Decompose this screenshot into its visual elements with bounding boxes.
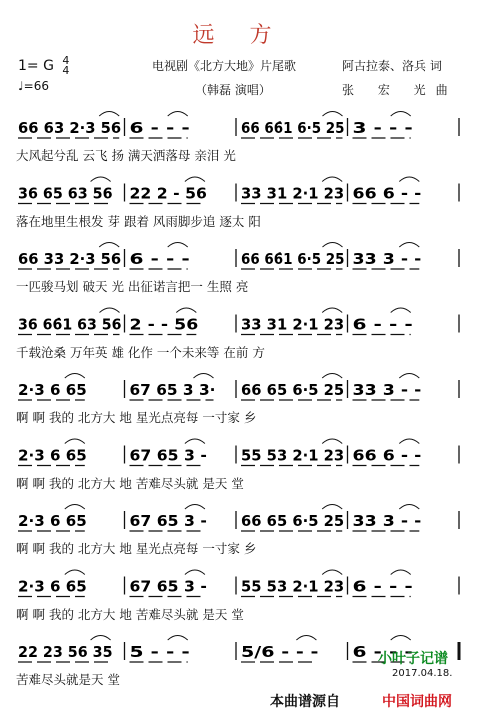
lyric-line: 千载沧桑 万年英 雄 化作 一个未来等 在前 方 — [16, 344, 265, 360]
lyric-line: 大风起兮乱 云飞 扬 满天洒落母 亲泪 光 — [16, 148, 236, 163]
lyric-line: 苦难尽头就是天 堂 — [16, 672, 120, 687]
measure-notes: 66 66̇1 6·5 25 — [241, 250, 345, 268]
measure-notes: 22 2 - 56 — [129, 184, 207, 203]
slur-arc — [194, 374, 214, 379]
measure-notes: 33 3 - - — [352, 250, 422, 268]
measure-notes: 33 31 2·1 23 — [241, 315, 345, 334]
slur-arc — [100, 308, 120, 313]
lyric-line: 一匹骏马划 破天 光 出征诺言把一 生照 亮 — [16, 279, 249, 294]
measure-notes: 5 - - - — [129, 643, 190, 661]
slur-arc — [322, 374, 342, 379]
score-line — [14, 505, 459, 532]
measure-notes: 6 - - - — [352, 643, 413, 661]
key-label: 1= G — [18, 58, 54, 74]
slur-arc — [399, 374, 419, 379]
slur-arc — [185, 505, 205, 510]
lyric-line: 啊 啊 我的 北方大 地 星光点亮每 一寸家 乡 — [16, 541, 257, 556]
score-line — [14, 112, 459, 139]
lyric-line: 啊 啊 我的 北方大 地 苦难尽头就 是天 堂 — [16, 475, 244, 491]
slur-arc — [168, 112, 188, 117]
slur-arc — [91, 177, 111, 182]
arranger-brand: 小叶子记谱 — [378, 651, 448, 667]
slur-arc — [91, 636, 111, 641]
measure-notes: 2·3 6 65 — [18, 577, 87, 596]
score-line — [14, 374, 459, 401]
transcription-date: 2017.04.18. — [392, 668, 453, 679]
measure-notes: 66 33 2·3 56 — [18, 250, 122, 268]
measure-notes: 67 65 3 - — [129, 512, 207, 530]
measure-notes: 66 63 2·3 56 — [18, 119, 122, 137]
slur-arc — [391, 570, 411, 575]
slur-arc — [322, 570, 342, 575]
score-line — [14, 177, 459, 204]
slur-arc — [176, 308, 196, 313]
source-label: 本曲谱源自 — [270, 694, 340, 710]
slur-arc — [399, 505, 419, 510]
measure-notes: 66 6 - - — [352, 184, 422, 203]
measure-notes: 6 - - - — [129, 119, 190, 137]
measure-notes: 3 - - - — [352, 119, 413, 137]
slur-arc — [168, 243, 188, 248]
measure-notes: 33 31 2·1 23 — [241, 184, 345, 203]
credit-composer: 张 宏 光曲 — [342, 83, 458, 97]
slur-arc — [185, 177, 205, 182]
score-line — [14, 243, 459, 270]
lyric-line: 啊 啊 我的 北方大 地 苦难尽头就 是天 堂 — [16, 606, 244, 622]
slur-arc — [99, 112, 119, 117]
slur-arc — [391, 308, 411, 313]
measure-notes: 67 65 3 - — [129, 446, 207, 465]
credit-singer: （韩磊 演唱） — [195, 83, 271, 97]
slur-arc — [399, 439, 419, 444]
tempo-marking: ♩=66 — [18, 79, 49, 93]
measure-notes: 33 3 - - — [352, 512, 422, 530]
measure-notes: 36 65 63 56 — [18, 184, 113, 203]
measure-notes: 6 - - - — [352, 577, 413, 596]
slur-arc — [322, 177, 342, 182]
measure-notes: 55 53 2·1 23 — [241, 577, 345, 596]
slur-arc — [65, 374, 85, 379]
measure-notes: 66 65 6·5 25 — [241, 512, 345, 530]
time-denominator: 4 — [62, 64, 70, 77]
measure-notes: 22 23 56 35 — [18, 643, 113, 661]
slur-arc — [322, 308, 342, 313]
measure-notes: 67 65 3 - — [129, 577, 207, 596]
score-line — [14, 308, 459, 335]
slur-arc — [391, 112, 411, 117]
credit-work: 电视剧《北方大地》片尾歌 — [152, 59, 297, 73]
credit-lyricist: 阿古拉泰、洛兵 词 — [342, 59, 442, 73]
slur-arc — [399, 177, 419, 182]
slur-arc — [168, 636, 188, 641]
slur-arc — [185, 570, 205, 575]
measure-notes: 67 65 3 3· — [129, 381, 216, 399]
score-line — [14, 439, 459, 466]
slur-arc — [322, 439, 342, 444]
measure-notes: 2·3 6 65 — [18, 381, 87, 399]
slur-arc — [391, 636, 411, 641]
lyric-line: 落在地里生根发 芽 跟着 风雨脚步追 逐太 阳 — [16, 213, 261, 229]
measure-notes: 66 6 - - — [352, 446, 422, 465]
score-line — [14, 570, 459, 597]
lyric-line: 啊 啊 我的 北方大 地 星光点亮每 一寸家 乡 — [16, 410, 257, 425]
slur-arc — [65, 439, 85, 444]
slur-arc — [65, 505, 85, 510]
measure-notes: 55 53 2·1 23 — [241, 446, 345, 465]
slur-arc — [185, 439, 205, 444]
slur-arc — [323, 112, 343, 117]
measure-notes: 66 66̇1 6·5 25 — [241, 119, 345, 137]
time-numerator: 4 — [62, 54, 70, 67]
slur-arc — [65, 570, 85, 575]
slur-arc — [99, 243, 119, 248]
measure-notes: 6 - - - — [129, 250, 190, 268]
measure-notes: 36 66̇1 63 56 — [18, 315, 122, 334]
measure-notes: 33 3 - - — [352, 381, 422, 399]
slur-arc — [322, 505, 342, 510]
page-title: 远 方 — [192, 23, 286, 48]
slur-arc — [323, 243, 343, 248]
measure-notes: 2 - - 56 — [129, 315, 199, 334]
site-brand: 中国词曲网 — [382, 694, 452, 710]
measure-notes: 5/6 - - - — [241, 643, 319, 661]
measure-notes: 6 - - - — [352, 315, 413, 334]
slur-arc — [399, 243, 419, 248]
measure-notes: 2·3 6 65 — [18, 512, 87, 530]
slur-arc — [296, 636, 316, 641]
measure-notes: 2·3 6 65 — [18, 446, 87, 465]
measure-notes: 66 65 6·5 25 — [241, 381, 345, 399]
